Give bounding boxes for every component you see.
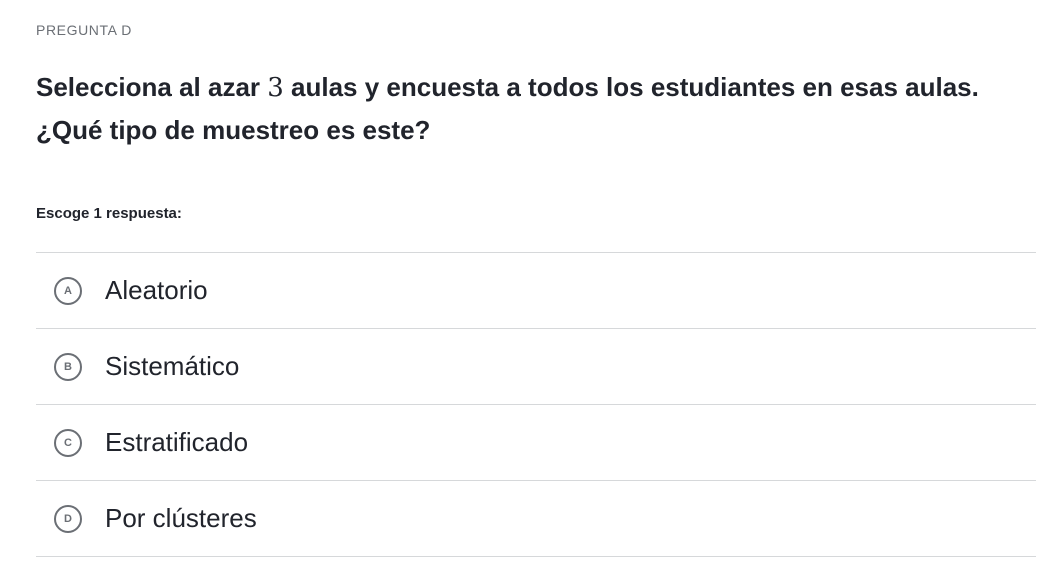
choice-a[interactable] (36, 253, 1036, 329)
question-text-line2: ¿Qué tipo de muestreo es este? (36, 115, 431, 145)
choice-c-letter-icon: C (54, 429, 82, 457)
choice-c-text: Estratificado (105, 427, 249, 457)
question-text (36, 66, 1036, 151)
choice-d[interactable] (36, 481, 1036, 557)
answer-instruction: Escoge 1 respuesta: (36, 205, 182, 222)
question-text-part1: Selecciona al azar (36, 72, 268, 102)
choice-list (36, 252, 1036, 557)
choice-b[interactable] (36, 329, 1036, 405)
choice-c[interactable] (36, 405, 1036, 481)
choice-d-text: Por clústeres (105, 503, 257, 533)
choice-b-letter-icon: B (54, 353, 82, 381)
question-text-part2: aulas y encuesta a todos los estudiantes en esas aulas. (283, 72, 979, 102)
choice-a-letter-icon: A (54, 277, 82, 305)
question-label: PREGUNTA D (36, 22, 132, 38)
choice-b-text: Sistemático (105, 351, 240, 381)
choice-d-letter-icon: D (54, 505, 82, 533)
choice-a-text: Aleatorio (105, 275, 208, 305)
question-math: 3 (267, 73, 284, 103)
